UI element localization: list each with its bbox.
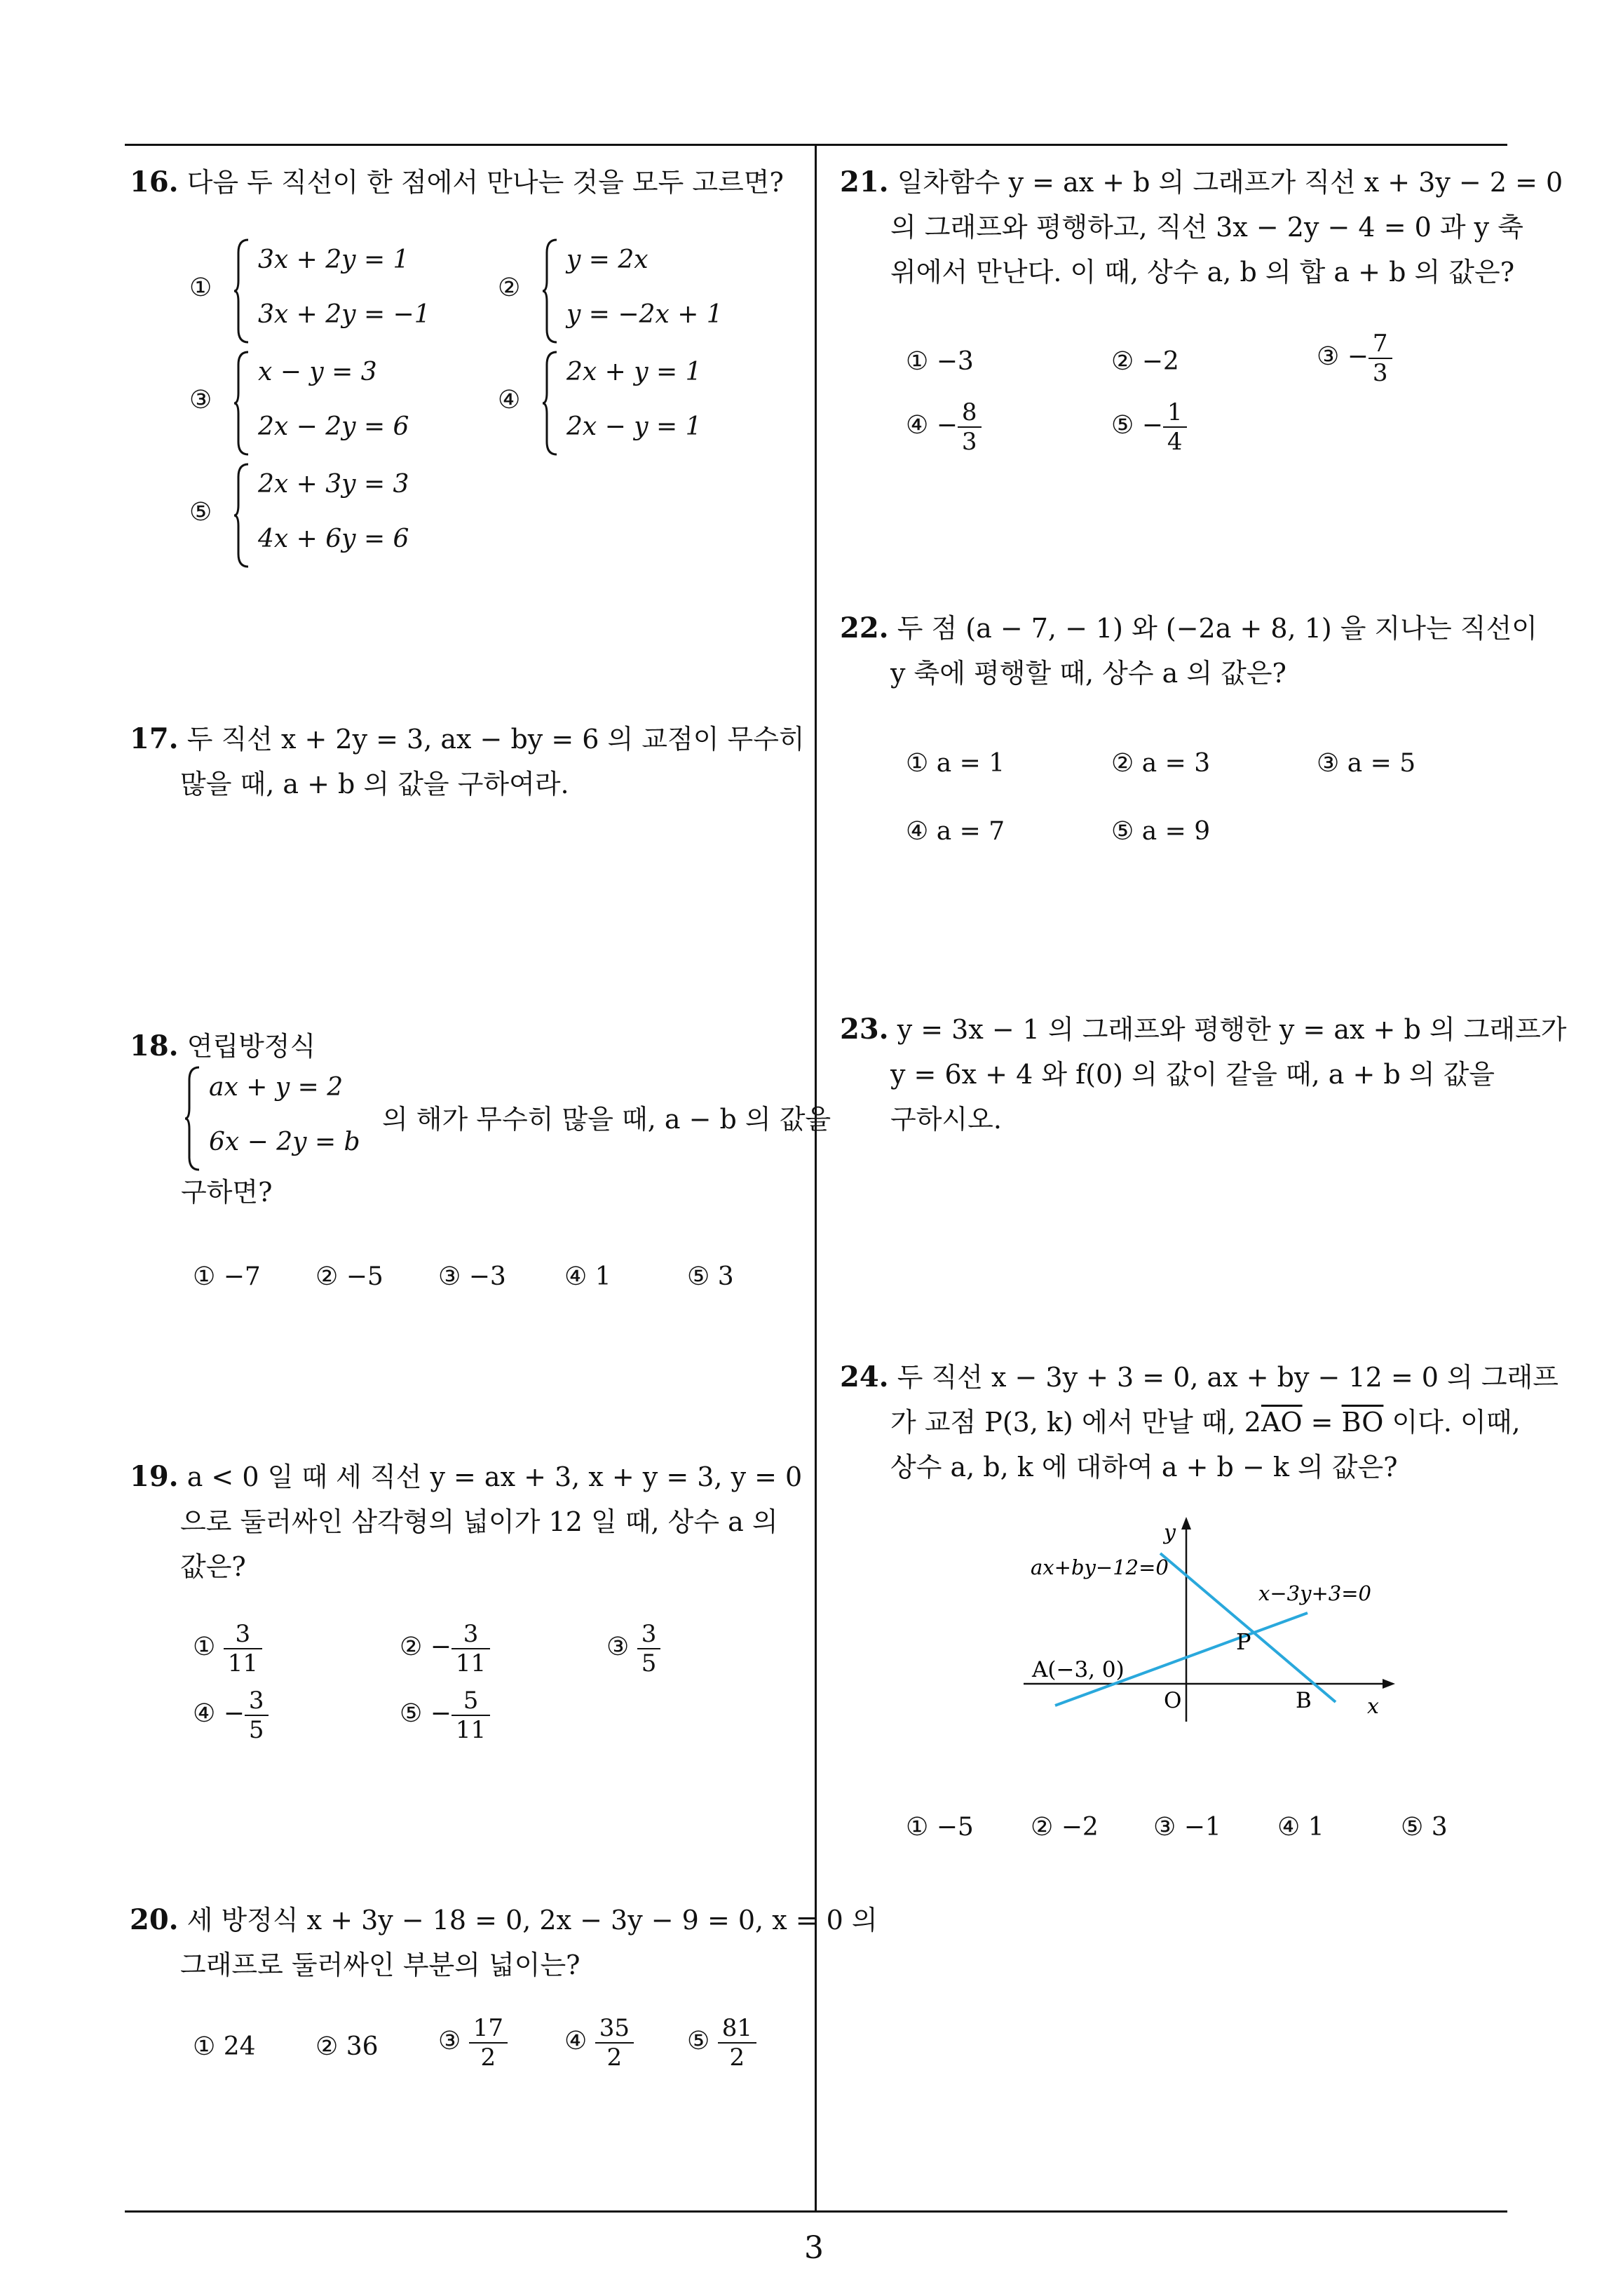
q19-option-2[interactable] (400, 1620, 490, 1677)
question-text-line-1: 세 방정식 x + 3y − 18 = 0, 2x − 3y − 9 = 0, x = 0 의 (186, 1905, 878, 1936)
fraction (451, 1687, 490, 1744)
question-number: 22. (840, 612, 889, 644)
numerator: 35 (595, 2014, 634, 2044)
q24-option-4[interactable]: ④ 1 (1277, 1813, 1324, 1842)
q24-graph (1024, 1511, 1402, 1729)
question-text-line-1: y = 3x − 1 의 그래프와 평행한 y = ax + b 의 그래프가 (897, 1014, 1567, 1045)
question-text-line-1: a < 0 일 때 세 직선 y = ax + 3, x + y = 3, y = 0 (186, 1461, 803, 1492)
option-mark: ① (193, 1633, 216, 1661)
fraction (224, 1620, 262, 1677)
denominator: 3 (961, 428, 977, 456)
option-mark: ① (189, 274, 212, 302)
question-text-line-2 (840, 1400, 1521, 1445)
denominator: 11 (455, 1649, 487, 1677)
question-21 (840, 160, 1563, 295)
question-number: 16. (130, 166, 179, 198)
page-number: 3 (804, 2230, 824, 2266)
label-line-ax-by: ax+by−12=0 (1031, 1555, 1169, 1579)
left-brace-icon (233, 351, 251, 456)
x-axis-arrow-icon (1383, 1679, 1395, 1689)
q19-option-5[interactable] (400, 1687, 490, 1744)
fraction (1163, 398, 1187, 456)
segment-bo: $\overline{BO}$ (1341, 1407, 1384, 1438)
q19-option-4[interactable] (193, 1687, 269, 1744)
q16-option-3[interactable] (189, 351, 456, 456)
question-22 (840, 606, 1537, 696)
q18-text-line-3 (181, 1170, 273, 1215)
y-axis-arrow-icon (1181, 1517, 1191, 1529)
question-number: 19. (130, 1460, 179, 1493)
equals-sign: = (1302, 1407, 1342, 1438)
question-number: 24. (840, 1360, 889, 1393)
numerator: 3 (637, 1620, 661, 1649)
option-mark: ④ (498, 386, 521, 414)
question-17 (130, 717, 803, 806)
q18-option-2[interactable]: ② −5 (315, 1262, 383, 1291)
equation-2: 2x − y = 1 (566, 412, 702, 441)
numerator: 3 (224, 1620, 262, 1649)
q22-option-1[interactable]: ① a = 1 (906, 749, 1005, 778)
denominator: 2 (606, 2044, 623, 2072)
fraction (1369, 330, 1392, 387)
q20-option-5[interactable] (687, 2014, 756, 2072)
option-mark: ② (498, 274, 521, 302)
question-text-line-3: 구하시오. (890, 1104, 1002, 1135)
question-text-line-2: 그래프로 둘러싸인 부분의 넓이는? (180, 1950, 580, 1980)
fraction (637, 1620, 661, 1677)
question-text-line-3: 상수 a, b, k 에 대하여 a + b − k 의 값은? (890, 1452, 1398, 1483)
q22-option-5[interactable]: ⑤ a = 9 (1111, 817, 1211, 846)
question-number: 21. (840, 166, 889, 198)
denominator: 4 (1167, 428, 1183, 456)
fraction (469, 2014, 508, 2072)
segment-ao: $\overline{AO}$ (1261, 1407, 1303, 1438)
q24-option-3[interactable]: ③ −1 (1153, 1813, 1221, 1842)
bottom-rule (125, 2210, 1507, 2213)
q20-option-1[interactable]: ① 24 (193, 2032, 256, 2061)
equation-1: 3x + 2y = 1 (258, 245, 409, 274)
question-text-line-3: 구하면? (181, 1177, 273, 1208)
equation-1: 2x + y = 1 (566, 358, 702, 386)
column-divider (815, 144, 817, 2213)
fraction (595, 2014, 634, 2072)
numerator: 8 (958, 398, 982, 428)
question-text-line-1: 일차함수 y = ax + b 의 그래프가 직선 x + 3y − 2 = 0 (897, 167, 1563, 198)
option-mark: ③ (189, 386, 212, 414)
equation-1: 2x + 3y = 3 (258, 470, 409, 499)
option-sign: − (1141, 411, 1163, 440)
numerator: 7 (1369, 330, 1392, 359)
left-brace-icon (233, 463, 251, 568)
question-text-line-1: 연립방정식 (186, 1031, 316, 1062)
q22-option-4[interactable]: ④ a = 7 (906, 817, 1005, 846)
question-number: 17. (130, 722, 179, 755)
option-mark: ⑤ (400, 1699, 423, 1728)
fraction (958, 398, 982, 456)
q16-option-4[interactable] (498, 351, 764, 456)
left-brace-icon (184, 1066, 202, 1171)
numerator: 1 (1163, 398, 1187, 428)
denominator: 11 (455, 1716, 487, 1744)
equation-2: 2x − 2y = 6 (258, 412, 409, 441)
q21-option-1[interactable]: ① −3 (906, 347, 974, 376)
q22-option-3[interactable]: ③ a = 5 (1317, 749, 1416, 778)
equation-1: y = 2x (566, 245, 648, 274)
numerator: 17 (469, 2014, 508, 2044)
denominator: 3 (1372, 359, 1388, 387)
option-mark: ④ (906, 411, 929, 440)
option-mark: ⑤ (1111, 411, 1134, 440)
option-sign: − (430, 1699, 451, 1728)
equation-2: 3x + 2y = −1 (258, 300, 430, 329)
equation-2: y = −2x + 1 (566, 300, 723, 329)
q22-option-2[interactable]: ② a = 3 (1111, 749, 1211, 778)
option-mark: ② (400, 1633, 423, 1661)
left-brace-icon (541, 238, 559, 344)
fraction (718, 2014, 756, 2072)
q20-option-4[interactable] (564, 2014, 634, 2072)
q21-option-4[interactable] (906, 398, 982, 456)
q24-option-2[interactable]: ② −2 (1031, 1813, 1099, 1842)
equation-1: x − y = 3 (258, 358, 377, 386)
q19-option-1[interactable] (193, 1620, 262, 1677)
q21-option-3[interactable] (1317, 330, 1392, 387)
q24-option-1[interactable]: ① −5 (906, 1813, 974, 1842)
option-sign: − (1347, 342, 1369, 371)
question-text-line-1: 두 직선 x − 3y + 3 = 0, ax + by − 12 = 0 의 그래프 (897, 1362, 1559, 1393)
question-number: 20. (130, 1903, 179, 1936)
q20-option-3[interactable] (438, 2014, 508, 2072)
denominator: 2 (480, 2044, 496, 2072)
question-text-line-2: y 축에 평행할 때, 상수 a 의 값은? (890, 658, 1286, 689)
q18-option-5[interactable]: ⑤ 3 (687, 1262, 734, 1291)
text-part: 이다. 이때, (1383, 1407, 1521, 1438)
fraction (245, 1687, 269, 1744)
question-24 (840, 1355, 1559, 1490)
numerator: 5 (451, 1687, 490, 1716)
label-x: x (1367, 1694, 1379, 1719)
option-mark: ⑤ (687, 2027, 710, 2055)
question-text-line-2: 의 그래프와 평행하고, 직선 3x − 2y − 4 = 0 과 y 축 (890, 212, 1523, 243)
equation-2: 4x + 6y = 6 (258, 525, 409, 553)
question-text-line-2: 많을 때, a + b 의 값을 구하여라. (180, 769, 569, 799)
label-o: O (1164, 1688, 1182, 1713)
fraction (451, 1620, 490, 1677)
q21-option-5[interactable] (1111, 398, 1187, 456)
text-part: 가 교점 P(3, k) 에서 만날 때, 2 (890, 1407, 1261, 1438)
option-sign: − (430, 1633, 451, 1661)
option-mark: ③ (438, 2027, 461, 2055)
question-text-line-2: y = 6x + 4 와 f(0) 의 값이 같을 때, a + b 의 값을 (890, 1059, 1495, 1090)
label-p: P (1236, 1628, 1251, 1655)
denominator: 2 (729, 2044, 745, 2072)
question-text-line-2: 의 해가 무수히 많을 때, a − b 의 값을 (382, 1104, 831, 1135)
question-19 (130, 1454, 803, 1589)
equation-1: ax + y = 2 (209, 1073, 344, 1102)
option-mark: ④ (193, 1699, 216, 1728)
question-text-line-3: 값은? (180, 1551, 246, 1582)
label-b: B (1296, 1688, 1312, 1713)
question-23 (840, 1007, 1567, 1142)
label-y: y (1164, 1520, 1176, 1545)
option-mark: ③ (1317, 342, 1340, 371)
question-text-line-1: 두 점 (a − 7, − 1) 와 (−2a + 8, 1) 을 지나는 직선이 (897, 613, 1537, 644)
option-mark: ⑤ (189, 498, 212, 527)
label-line-x-3y: x−3y+3=0 (1258, 1581, 1371, 1605)
q18-option-3[interactable]: ③ −3 (438, 1262, 506, 1291)
denominator: 11 (227, 1649, 258, 1677)
q16-option-1[interactable] (189, 238, 456, 344)
question-text: 다음 두 직선이 한 점에서 만나는 것을 모두 고르면? (186, 167, 784, 198)
denominator: 5 (641, 1649, 657, 1677)
q18-system (184, 1066, 366, 1171)
question-text-line-2: 으로 둘러싸인 삼각형의 넓이가 12 일 때, 상수 a 의 (180, 1506, 778, 1537)
numerator: 3 (245, 1687, 269, 1716)
equation-2: 6x − 2y = b (209, 1128, 360, 1156)
question-number: 23. (840, 1013, 889, 1046)
question-18 (130, 1024, 803, 1069)
option-mark: ③ (606, 1633, 630, 1661)
q16-option-5[interactable] (189, 463, 456, 568)
question-16 (130, 160, 803, 205)
denominator: 5 (248, 1716, 264, 1744)
option-sign: − (223, 1699, 245, 1728)
q21-option-2[interactable]: ② −2 (1111, 347, 1179, 376)
question-text-line-1: 두 직선 x + 2y = 3, ax − by = 6 의 교점이 무수히 (186, 724, 805, 755)
q18-text-line-2 (382, 1097, 831, 1142)
label-a: A(−3, 0) (1032, 1657, 1125, 1682)
question-number: 18. (130, 1029, 179, 1062)
q20-option-2[interactable]: ② 36 (315, 2032, 379, 2061)
q16-option-2[interactable] (498, 238, 764, 344)
question-20 (130, 1898, 878, 1987)
q18-option-1[interactable]: ① −7 (193, 1262, 261, 1291)
left-brace-icon (233, 238, 251, 344)
left-brace-icon (541, 351, 559, 456)
q24-option-5[interactable]: ⑤ 3 (1401, 1813, 1448, 1842)
numerator: 81 (718, 2014, 756, 2044)
option-sign: − (936, 411, 958, 440)
question-text-line-3: 위에서 만난다. 이 때, 상수 a, b 의 합 a + b 의 값은? (890, 257, 1515, 288)
numerator: 3 (451, 1620, 490, 1649)
q19-option-3[interactable] (606, 1620, 660, 1677)
q18-option-4[interactable]: ④ 1 (564, 1262, 611, 1291)
option-mark: ④ (564, 2027, 588, 2055)
